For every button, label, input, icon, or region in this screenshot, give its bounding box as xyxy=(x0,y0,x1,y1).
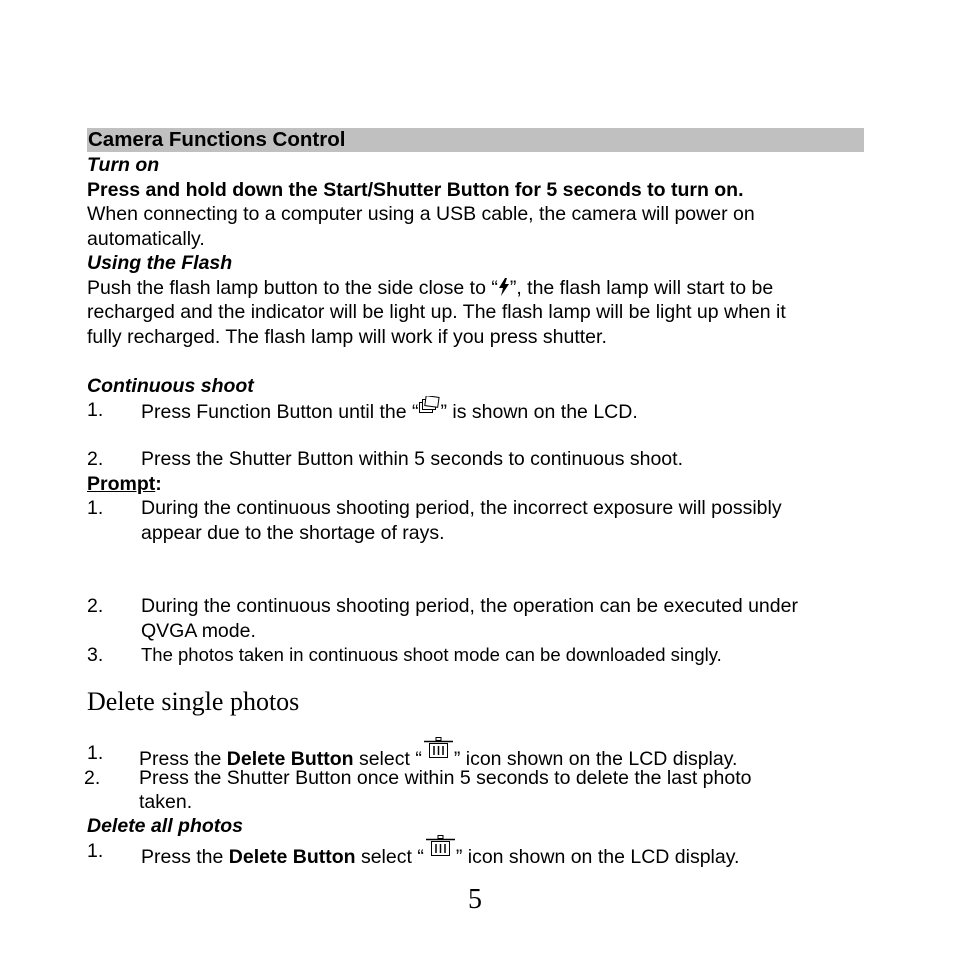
flash-heading: Using the Flash xyxy=(87,252,233,274)
trash-icon xyxy=(422,737,454,761)
delete-all-item-1-text xyxy=(141,839,739,869)
continuous-item-1-number: 1. xyxy=(87,399,104,421)
delete-all-item-1-post: ” icon shown on the LCD display. xyxy=(455,846,740,868)
continuous-item-2-text: Press the Shutter Button within 5 seconds to continuous shoot. xyxy=(141,448,683,470)
delete-all-heading: Delete all photos xyxy=(87,815,244,837)
flash-line1-post: ”, the flash lamp will start to be xyxy=(509,277,774,299)
prompt-item-2-line1: During the continuous shooting period, the operation can be executed under xyxy=(141,595,798,617)
turn-on-heading: Turn on xyxy=(87,154,160,176)
trash-icon xyxy=(424,835,456,859)
prompt-item-1-line1: During the continuous shooting period, the incorrect exposure will possibly xyxy=(141,497,782,519)
prompt-item-3-number: 3. xyxy=(87,644,104,666)
turn-on-text-line2: automatically. xyxy=(87,228,205,250)
delete-all-item-1-bold: Delete Button xyxy=(228,846,356,868)
flash-text-line2: recharged and the indicator will be light up. The flash lamp will be light up when it xyxy=(87,301,786,323)
page-number: 5 xyxy=(468,884,482,915)
continuous-shoot-icon xyxy=(418,396,440,416)
turn-on-text-line1: When connecting to a computer using a USB cable, the camera will power on xyxy=(87,203,755,225)
prompt-heading xyxy=(87,472,162,496)
delete-single-item-1-number: 1. xyxy=(87,742,104,764)
continuous-item-1-pre: Press Function Button until the “ xyxy=(141,401,419,423)
delete-single-item-1-pre: Press the xyxy=(139,748,227,770)
flash-text-line3: fully recharged. The flash lamp will work if you press shutter. xyxy=(87,326,607,348)
delete-single-heading: Delete single photos xyxy=(87,687,300,716)
prompt-item-2-line2: QVGA mode. xyxy=(141,620,256,642)
prompt-item-1-number: 1. xyxy=(87,497,104,519)
continuous-item-1-text xyxy=(141,398,638,424)
delete-all-item-1-number: 1. xyxy=(87,840,104,862)
delete-single-item-2-line2: taken. xyxy=(139,791,193,813)
turn-on-instruction: Press and hold down the Start/Shutter Button for 5 seconds to turn on. xyxy=(87,179,744,201)
prompt-item-3-line1: The photos taken in continuous shoot mode can be downloaded singly. xyxy=(141,644,722,665)
prompt-colon: : xyxy=(155,473,162,495)
continuous-item-2-number: 2. xyxy=(87,448,104,470)
delete-single-item-2-number: 2. xyxy=(84,767,101,789)
delete-single-item-1-post: ” icon shown on the LCD display. xyxy=(453,748,738,770)
delete-all-item-1-mid: select “ xyxy=(355,846,424,868)
delete-single-item-1-bold: Delete Button xyxy=(226,748,354,770)
section-title: Camera Functions Control xyxy=(88,128,346,151)
delete-all-item-1-pre: Press the xyxy=(141,846,229,868)
flash-icon xyxy=(498,278,510,296)
flash-line1-pre: Push the flash lamp button to the side close to “ xyxy=(87,277,498,299)
prompt-item-2-number: 2. xyxy=(87,595,104,617)
prompt-label: Prompt xyxy=(87,473,156,495)
delete-single-item-2-line1: Press the Shutter Button once within 5 seconds to delete the last photo xyxy=(139,767,752,789)
prompt-item-1-line2: appear due to the shortage of rays. xyxy=(141,522,445,544)
flash-text-line1 xyxy=(87,276,773,300)
continuous-item-1-post: ” is shown on the LCD. xyxy=(440,401,638,423)
continuous-heading: Continuous shoot xyxy=(87,375,254,397)
delete-single-item-1-mid: select “ xyxy=(353,748,422,770)
